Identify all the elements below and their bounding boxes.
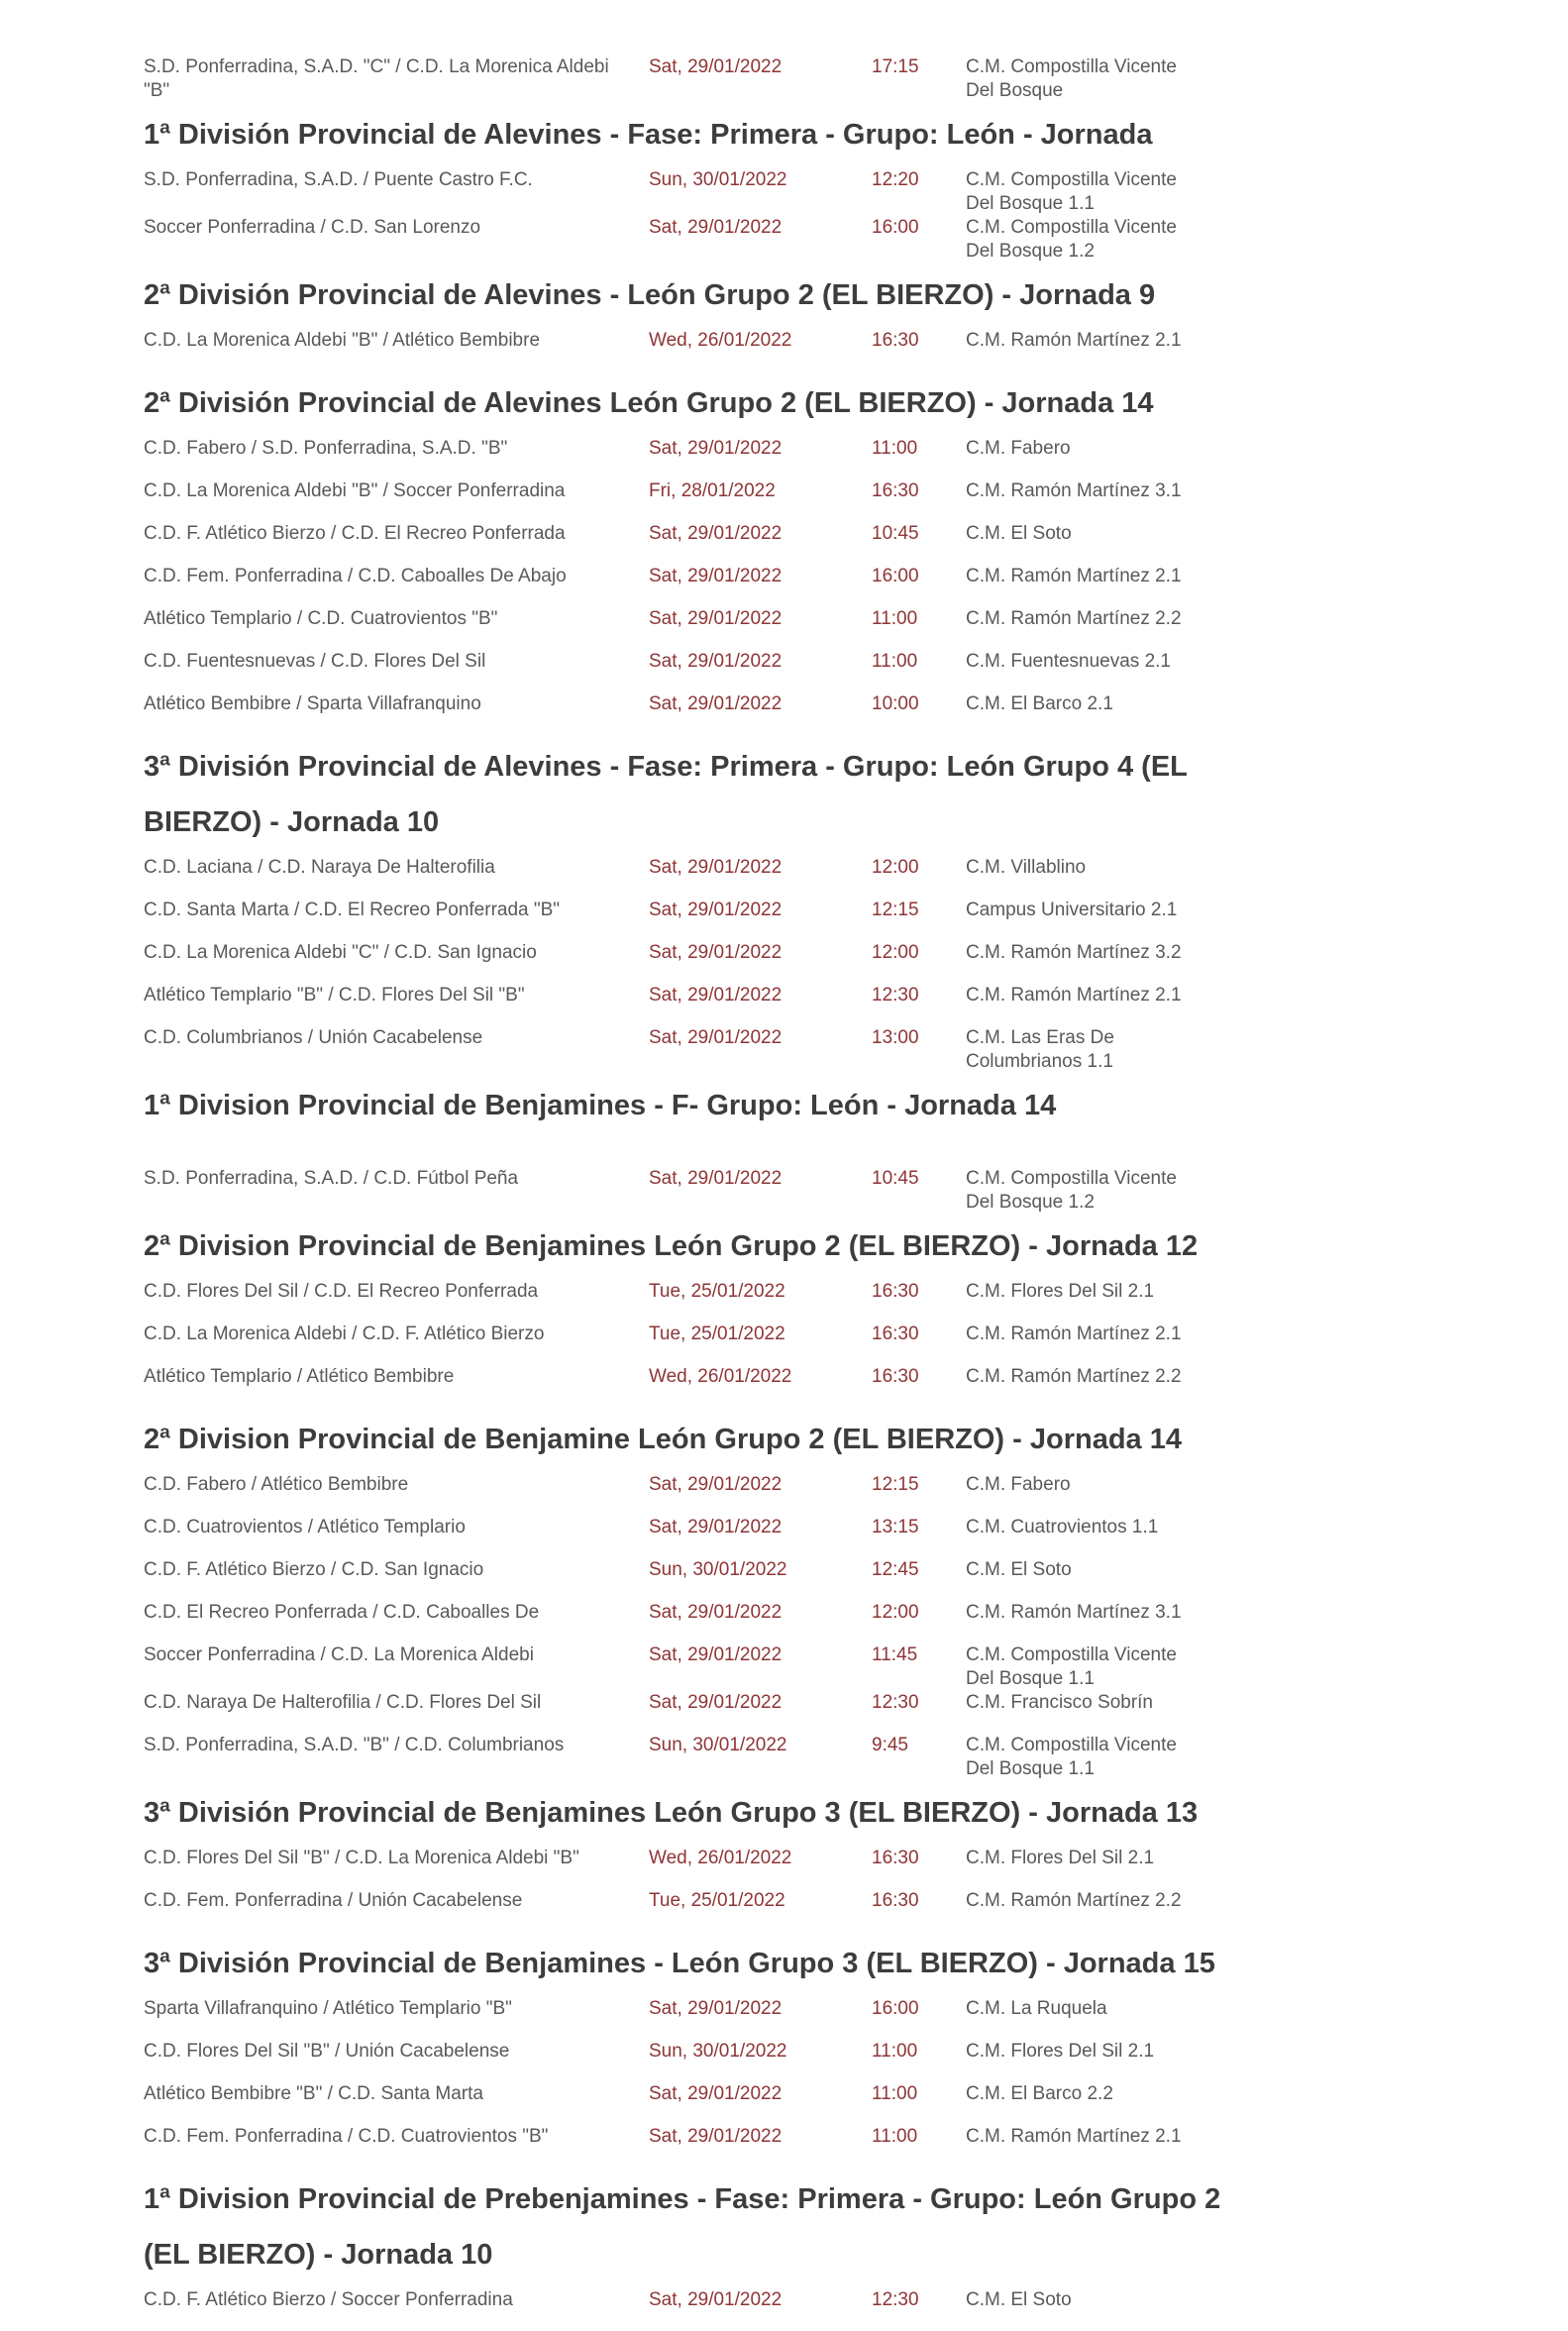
match-time: 11:00	[872, 2083, 918, 2104]
match-time: 16:30	[872, 1281, 919, 1302]
match-time: 16:00	[872, 1998, 919, 2019]
match-teams: C.D. La Morenica Aldebi / C.D. F. Atlético Bierzo	[144, 1324, 545, 1344]
match-teams: Atlético Bembibre "B" / C.D. Santa Marta	[144, 2083, 483, 2104]
section-title: 2ª División Provincial de Alevines León Grupo 2 (EL BIERZO) - Jornada 14	[144, 387, 1154, 419]
fixture-row	[144, 2082, 1528, 2125]
match-date: Sat, 29/01/2022	[649, 857, 783, 878]
match-venue: C.M. Compostilla Vicente Del Bosque 1.2	[966, 1168, 1177, 1213]
match-date: Sun, 30/01/2022	[649, 2041, 787, 2062]
match-venue: C.M. Villablino	[966, 857, 1087, 878]
match-teams: C.D. Fem. Ponferradina / C.D. Cuatrovientos "B"	[144, 2126, 549, 2147]
fixture-row	[144, 1167, 1528, 1215]
match-date: Sat, 29/01/2022	[649, 438, 783, 459]
match-venue: C.M. Ramón Martínez 2.1	[966, 2126, 1182, 2147]
match-venue: C.M. La Ruquela	[966, 1998, 1107, 2019]
match-venue: C.M. Flores Del Sil 2.1	[966, 1848, 1155, 1868]
match-date: Sat, 29/01/2022	[649, 2289, 783, 2310]
match-date: Wed, 26/01/2022	[649, 1366, 792, 1387]
fixture-row	[144, 607, 1528, 650]
fixture-row	[144, 1643, 1528, 1691]
match-date: Sat, 29/01/2022	[649, 1027, 783, 1048]
match-time: 12:00	[872, 942, 919, 963]
competition-section	[144, 1936, 1528, 2168]
match-time: 16:30	[872, 330, 919, 351]
match-venue: C.M. Flores Del Sil 2.1	[966, 2041, 1155, 2062]
competition-section	[144, 2172, 1528, 2331]
fixture-row	[144, 692, 1528, 735]
match-time: 11:00	[872, 438, 918, 459]
match-date: Sat, 29/01/2022	[649, 217, 783, 238]
match-date: Wed, 26/01/2022	[649, 330, 792, 351]
competition-section	[144, 739, 1528, 1074]
match-teams: C.D. F. Atlético Bierzo / C.D. San Ignacio	[144, 1559, 484, 1580]
fixtures-rows	[144, 1997, 1528, 2168]
match-time: 11:00	[872, 608, 918, 629]
match-venue: C.M. El Soto	[966, 2289, 1072, 2310]
fixture-row	[144, 1847, 1528, 1889]
fixture-row	[144, 1280, 1528, 1323]
match-date: Sat, 29/01/2022	[649, 1692, 783, 1713]
match-time: 11:00	[872, 651, 918, 672]
match-teams: C.D. Naraya De Halterofilia / C.D. Flores Del Sil	[144, 1692, 542, 1713]
match-time: 12:15	[872, 1474, 919, 1495]
fixture-row	[144, 1734, 1528, 1781]
match-venue: C.M. Compostilla Vicente Del Bosque 1.1	[966, 1735, 1177, 1779]
match-venue: C.M. Fabero	[966, 438, 1071, 459]
competition-section	[144, 1412, 1528, 1781]
match-teams: C.D. F. Atlético Bierzo / Soccer Ponferradina	[144, 2289, 513, 2310]
match-time: 12:00	[872, 857, 919, 878]
fixture-row	[144, 1365, 1528, 1408]
match-venue: C.M. Ramón Martínez 2.1	[966, 566, 1182, 586]
fixture-row	[144, 650, 1528, 692]
match-date: Sat, 29/01/2022	[649, 1517, 783, 1537]
match-venue: C.M. El Barco 2.1	[966, 693, 1113, 714]
fixture-row	[144, 2125, 1528, 2168]
fixture-row	[144, 2288, 1528, 2331]
match-teams: C.D. Fem. Ponferradina / Unión Cacabelense	[144, 1890, 523, 1911]
competition-section	[144, 267, 1528, 371]
match-time: 16:30	[872, 1324, 919, 1344]
match-venue: C.M. Compostilla Vicente Del Bosque 1.1	[966, 169, 1177, 214]
fixtures-rows	[144, 329, 1528, 371]
match-teams: C.D. Flores Del Sil / C.D. El Recreo Ponferrada	[144, 1281, 539, 1302]
section-title: 1ª Division Provincial de Prebenjamines - Fase: Primera - Grupo: León Grupo 2 (EL BIERZO) - Jornada 10	[144, 2183, 1221, 2271]
match-date: Sat, 29/01/2022	[649, 900, 783, 920]
match-time: 12:30	[872, 2289, 919, 2310]
competition-section	[144, 1218, 1528, 1408]
match-time: 11:45	[872, 1644, 918, 1665]
match-teams: Soccer Ponferradina / C.D. San Lorenzo	[144, 217, 481, 238]
match-venue: C.M. El Soto	[966, 523, 1072, 544]
competition-section	[144, 1785, 1528, 1932]
match-date: Sat, 29/01/2022	[649, 608, 783, 629]
match-date: Tue, 25/01/2022	[649, 1890, 785, 1911]
fixture-row	[144, 1473, 1528, 1516]
match-time: 12:45	[872, 1559, 919, 1580]
match-time: 10:00	[872, 693, 919, 714]
match-time: 9:45	[872, 1735, 908, 1755]
match-time: 12:00	[872, 1602, 919, 1623]
fixture-row	[144, 565, 1528, 607]
section-title: 3ª División Provincial de Alevines - Fase: Primera - Grupo: León Grupo 4 (EL BIERZO) - Jornada 10	[144, 751, 1188, 838]
match-teams: C.D. Fem. Ponferradina / C.D. Caboalles De Abajo	[144, 566, 567, 586]
fixture-row	[144, 1691, 1528, 1734]
match-teams: Soccer Ponferradina / C.D. La Morenica Aldebi	[144, 1644, 534, 1665]
match-time: 13:00	[872, 1027, 919, 1048]
fixtures-rows	[144, 168, 1528, 264]
fixtures-rows	[144, 55, 1528, 103]
match-venue: C.M. Ramón Martínez 2.2	[966, 608, 1182, 629]
fixtures-rows	[144, 437, 1528, 735]
match-venue: C.M. Ramón Martínez 3.1	[966, 1602, 1182, 1623]
competition-section	[144, 55, 1528, 103]
match-venue: C.M. Ramón Martínez 2.1	[966, 330, 1182, 351]
section-title: 2ª División Provincial de Alevines - León Grupo 2 (EL BIERZO) - Jornada 9	[144, 279, 1156, 311]
match-teams: C.D. F. Atlético Bierzo / C.D. El Recreo Ponferrada	[144, 523, 566, 544]
match-teams: C.D. Santa Marta / C.D. El Recreo Ponferrada "B"	[144, 900, 561, 920]
fixtures-rows	[144, 1847, 1528, 1932]
sections-container	[144, 55, 1528, 2331]
match-time: 13:15	[872, 1517, 919, 1537]
match-teams: C.D. Fabero / S.D. Ponferradina, S.A.D. "B"	[144, 438, 508, 459]
match-teams: Atlético Bembibre / Sparta Villafranquino	[144, 693, 481, 714]
match-venue: C.M. Fabero	[966, 1474, 1071, 1495]
fixture-row	[144, 216, 1528, 264]
match-venue: C.M. Ramón Martínez 3.2	[966, 942, 1182, 963]
match-venue: C.M. Ramón Martínez 2.2	[966, 1366, 1182, 1387]
match-date: Sat, 29/01/2022	[649, 2083, 783, 2104]
match-teams: C.D. La Morenica Aldebi "C" / C.D. San Ignacio	[144, 942, 537, 963]
match-teams: Atlético Templario "B" / C.D. Flores Del Sil "B"	[144, 985, 525, 1006]
fixture-row	[144, 941, 1528, 984]
match-teams: C.D. Fuentesnuevas / C.D. Flores Del Sil	[144, 651, 486, 672]
match-venue: C.M. Flores Del Sil 2.1	[966, 1281, 1155, 1302]
match-time: 10:45	[872, 1168, 919, 1189]
match-date: Sat, 29/01/2022	[649, 56, 783, 77]
match-date: Sat, 29/01/2022	[649, 1474, 783, 1495]
match-date: Sat, 29/01/2022	[649, 693, 783, 714]
match-date: Sat, 29/01/2022	[649, 985, 783, 1006]
competition-section	[144, 1078, 1528, 1215]
section-title: 2ª Division Provincial de Benjamine León Grupo 2 (EL BIERZO) - Jornada 14	[144, 1424, 1182, 1455]
fixture-row	[144, 1997, 1528, 2040]
match-date: Tue, 25/01/2022	[649, 1324, 785, 1344]
fixture-row	[144, 1323, 1528, 1365]
match-venue: C.M. Compostilla Vicente Del Bosque	[966, 56, 1177, 101]
fixture-row	[144, 984, 1528, 1026]
match-teams: Atlético Templario / C.D. Cuatrovientos "B"	[144, 608, 498, 629]
section-title: 2ª Division Provincial de Benjamines León Grupo 2 (EL BIERZO) - Jornada 12	[144, 1230, 1199, 1262]
competition-section	[144, 375, 1528, 735]
match-date: Sat, 29/01/2022	[649, 2126, 783, 2147]
match-time: 12:20	[872, 169, 919, 190]
match-venue: C.M. Francisco Sobrín	[966, 1692, 1153, 1713]
match-date: Sat, 29/01/2022	[649, 1602, 783, 1623]
match-teams: C.D. Fabero / Atlético Bembibre	[144, 1474, 409, 1495]
match-date: Sat, 29/01/2022	[649, 1644, 783, 1665]
match-venue: C.M. Compostilla Vicente Del Bosque 1.2	[966, 217, 1177, 262]
match-teams: C.D. El Recreo Ponferrada / C.D. Caboalles De	[144, 1602, 540, 1623]
match-teams: Sparta Villafranquino / Atlético Templario "B"	[144, 1998, 512, 2019]
fixture-row	[144, 1889, 1528, 1932]
match-time: 11:00	[872, 2041, 918, 2062]
match-venue: C.M. Las Eras De Columbrianos 1.1	[966, 1027, 1114, 1072]
match-venue: C.M. Ramón Martínez 2.1	[966, 985, 1182, 1006]
competition-section	[144, 107, 1528, 264]
match-date: Sat, 29/01/2022	[649, 1998, 783, 2019]
match-date: Wed, 26/01/2022	[649, 1848, 792, 1868]
match-venue: C.M. Ramón Martínez 3.1	[966, 480, 1182, 501]
fixtures-rows	[144, 1280, 1528, 1408]
match-venue: C.M. Cuatrovientos 1.1	[966, 1517, 1159, 1537]
match-teams: S.D. Ponferradina, S.A.D. "C" / C.D. La Morenica Aldebi "B"	[144, 56, 609, 101]
fixture-row	[144, 479, 1528, 522]
match-venue: C.M. Ramón Martínez 2.2	[966, 1890, 1182, 1911]
match-date: Sat, 29/01/2022	[649, 651, 783, 672]
match-date: Tue, 25/01/2022	[649, 1281, 785, 1302]
fixtures-rows	[144, 1473, 1528, 1781]
match-venue: C.M. Compostilla Vicente Del Bosque 1.1	[966, 1644, 1177, 1689]
match-teams: C.D. Flores Del Sil "B" / Unión Cacabelense	[144, 2041, 510, 2062]
match-venue: C.M. Fuentesnuevas 2.1	[966, 651, 1171, 672]
match-venue: C.M. El Barco 2.2	[966, 2083, 1113, 2104]
match-teams: C.D. La Morenica Aldebi "B" / Atlético Bembibre	[144, 330, 541, 351]
match-teams: C.D. La Morenica Aldebi "B" / Soccer Ponferradina	[144, 480, 566, 501]
match-time: 16:30	[872, 1366, 919, 1387]
fixture-row	[144, 899, 1528, 941]
match-teams: S.D. Ponferradina, S.A.D. / C.D. Fútbol Peña	[144, 1168, 519, 1189]
section-title: 3ª División Provincial de Benjamines - León Grupo 3 (EL BIERZO) - Jornada 15	[144, 1948, 1215, 1979]
fixture-row	[144, 329, 1528, 371]
fixtures-rows	[144, 2288, 1528, 2331]
match-teams: C.D. Cuatrovientos / Atlético Templario	[144, 1517, 466, 1537]
match-date: Sun, 30/01/2022	[649, 1559, 787, 1580]
match-teams: S.D. Ponferradina, S.A.D. / Puente Castro F.C.	[144, 169, 533, 190]
match-date: Sun, 30/01/2022	[649, 169, 787, 190]
match-date: Sat, 29/01/2022	[649, 942, 783, 963]
match-time: 17:15	[872, 56, 919, 77]
fixture-row	[144, 1558, 1528, 1601]
match-teams: C.D. Laciana / C.D. Naraya De Halterofilia	[144, 857, 495, 878]
fixture-row	[144, 437, 1528, 479]
fixture-row	[144, 522, 1528, 565]
match-teams: C.D. Flores Del Sil "B" / C.D. La Morenica Aldebi "B"	[144, 1848, 579, 1868]
section-title: 3ª División Provincial de Benjamines León Grupo 3 (EL BIERZO) - Jornada 13	[144, 1797, 1199, 1829]
fixture-row	[144, 55, 1528, 103]
match-time: 16:30	[872, 1890, 919, 1911]
match-date: Sat, 29/01/2022	[649, 566, 783, 586]
fixture-row	[144, 2040, 1528, 2082]
match-venue: C.M. Ramón Martínez 2.1	[966, 1324, 1182, 1344]
match-time: 16:30	[872, 480, 919, 501]
match-teams: C.D. Columbrianos / Unión Cacabelense	[144, 1027, 483, 1048]
match-time: 12:15	[872, 900, 919, 920]
fixture-row	[144, 1516, 1528, 1558]
fixture-row	[144, 168, 1528, 216]
match-venue: C.M. El Soto	[966, 1559, 1072, 1580]
match-time: 12:30	[872, 1692, 919, 1713]
section-title: 1ª División Provincial de Alevines - Fase: Primera - Grupo: León - Jornada	[144, 119, 1153, 151]
match-date: Sat, 29/01/2022	[649, 523, 783, 544]
match-time: 12:30	[872, 985, 919, 1006]
fixture-row	[144, 856, 1528, 899]
fixture-row	[144, 1601, 1528, 1643]
match-date: Fri, 28/01/2022	[649, 480, 776, 501]
section-title: 1ª Division Provincial de Benjamines - F- Grupo: León - Jornada 14	[144, 1090, 1057, 1121]
match-teams: Atlético Templario / Atlético Bembibre	[144, 1366, 455, 1387]
match-venue: Campus Universitario 2.1	[966, 900, 1178, 920]
match-teams: S.D. Ponferradina, S.A.D. "B" / C.D. Columbrianos	[144, 1735, 565, 1755]
fixture-row	[144, 1026, 1528, 1074]
match-time: 16:00	[872, 217, 919, 238]
match-time: 16:30	[872, 1848, 919, 1868]
match-time: 16:00	[872, 566, 919, 586]
match-date: Sat, 29/01/2022	[649, 1168, 783, 1189]
match-date: Sun, 30/01/2022	[649, 1735, 787, 1755]
match-time: 11:00	[872, 2126, 918, 2147]
fixtures-rows	[144, 1167, 1528, 1215]
match-time: 10:45	[872, 523, 919, 544]
fixtures-rows	[144, 856, 1528, 1074]
